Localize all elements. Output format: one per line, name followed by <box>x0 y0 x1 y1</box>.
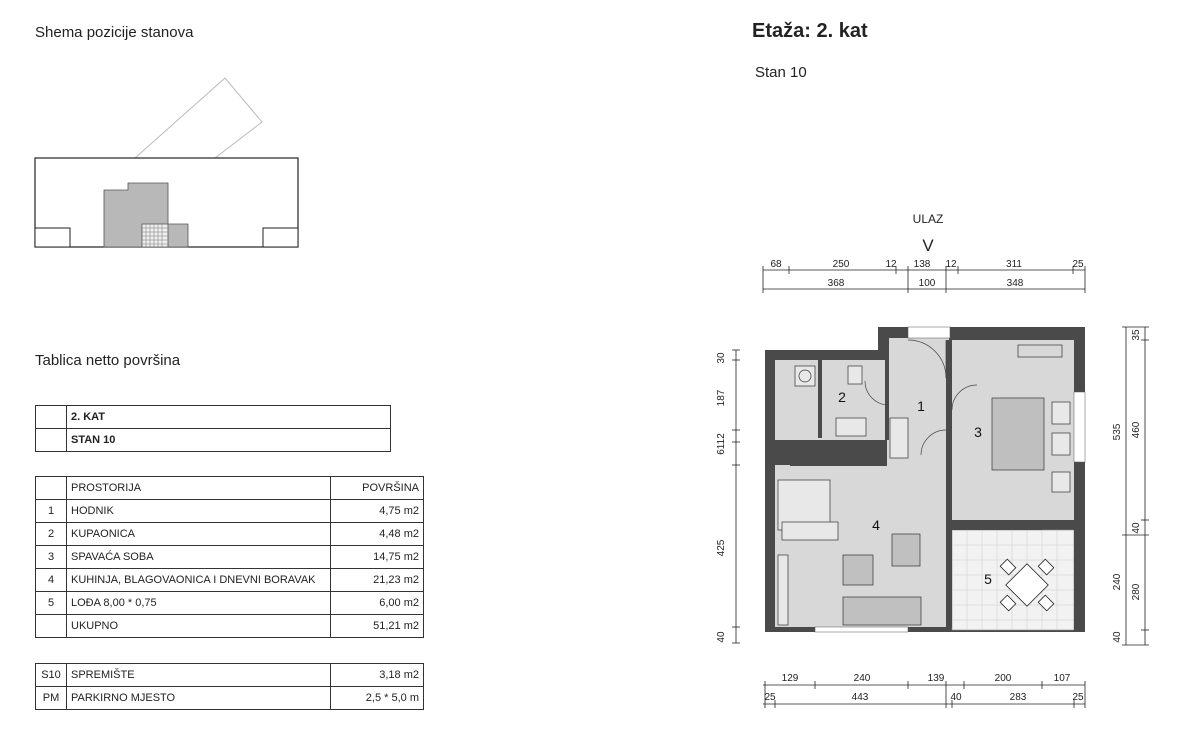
row-area: 4,48 m2 <box>331 523 424 546</box>
total-label: UKUPNO <box>67 615 331 638</box>
dim-left: 6112 <box>716 433 727 455</box>
row-area: 14,75 m2 <box>331 546 424 569</box>
dim-right: 40 <box>1131 522 1142 534</box>
dim-bottom: 40 <box>950 692 962 703</box>
dim-left: 40 <box>716 631 727 643</box>
bedroom-bottom-wall <box>952 520 1042 530</box>
loggia-furniture <box>1000 559 1054 611</box>
row-num: 1 <box>36 500 67 523</box>
row-name: SPREMIŠTE <box>67 664 331 687</box>
dim-right: 40 <box>1112 631 1123 643</box>
dim-top: 348 <box>1006 278 1024 289</box>
row-num: 2 <box>36 523 67 546</box>
floor-title: Etaža: 2. kat <box>752 20 868 42</box>
entrance-label: ULAZ <box>912 212 944 226</box>
table-row <box>36 664 424 687</box>
col-area-header: POVRŠINA <box>331 477 424 500</box>
room-bathroom <box>775 360 890 440</box>
total-area: 51,21 m2 <box>331 615 424 638</box>
extras-table <box>35 663 424 710</box>
left-dimension-lines <box>732 350 740 643</box>
dim-left: 425 <box>716 539 727 557</box>
schema-heading: Shema pozicije stanova <box>35 24 194 41</box>
schema-corner-left <box>35 228 70 247</box>
dim-left: 187 <box>716 389 727 407</box>
dim-top: 138 <box>913 259 931 270</box>
row-area: 2,5 * 5,0 m <box>331 687 424 710</box>
dim-bottom: 107 <box>1053 673 1071 684</box>
dim-top: 25 <box>1072 259 1084 270</box>
dim-top: 368 <box>827 278 845 289</box>
dim-bottom: 443 <box>851 692 869 703</box>
row-num: 3 <box>36 546 67 569</box>
total-row <box>36 615 424 638</box>
dim-top: 250 <box>832 259 850 270</box>
dim-right: 240 <box>1112 573 1123 591</box>
dim-bottom: 139 <box>927 673 945 684</box>
dim-left: 30 <box>716 352 727 364</box>
row-name: KUPAONICA <box>67 523 331 546</box>
table-heading: Tablica netto površina <box>35 352 181 369</box>
row-name: PARKIRNO MJESTO <box>67 687 331 710</box>
dim-bottom: 240 <box>853 673 871 684</box>
schema-corner-right <box>263 228 298 247</box>
table-row <box>36 523 424 546</box>
row-num: PM <box>36 687 67 710</box>
schema-tower <box>135 78 262 158</box>
dim-right: 460 <box>1131 421 1142 439</box>
table-row <box>36 687 424 710</box>
row-name: KUHINJA, BLAGOVAONICA I DNEVNI BORAVAK <box>67 569 331 592</box>
room-number: 5 <box>984 571 992 587</box>
window-living <box>815 627 908 632</box>
dim-bottom: 283 <box>1009 692 1027 703</box>
entrance-door <box>908 327 950 338</box>
table-row <box>36 546 424 569</box>
rooms-table <box>35 476 424 638</box>
row-area: 21,23 m2 <box>331 569 424 592</box>
room-number: 2 <box>838 389 846 405</box>
dim-bottom: 129 <box>781 673 799 684</box>
unit-header-table <box>35 405 391 452</box>
position-schema <box>30 70 310 255</box>
dim-top: 311 <box>1006 259 1022 270</box>
row-area: 3,18 m2 <box>331 664 424 687</box>
floor-plan <box>700 200 1180 720</box>
row-name: SPAVAĆA SOBA <box>67 546 331 569</box>
row-num: 5 <box>36 592 67 615</box>
dim-right: 35 <box>1131 329 1142 341</box>
row-name: LOĐA 8,00 * 0,75 <box>67 592 331 615</box>
row-name: HODNIK <box>67 500 331 523</box>
table-header-row <box>36 477 424 500</box>
dim-top: 100 <box>918 278 936 289</box>
loggia-wall <box>1074 520 1085 632</box>
row-area: 4,75 m2 <box>331 500 424 523</box>
kitchen-wall <box>790 442 887 466</box>
table-row <box>36 569 424 592</box>
floor-cell: 2. KAT <box>67 406 391 429</box>
dim-top: 68 <box>770 259 782 270</box>
row-num: 4 <box>36 569 67 592</box>
dim-bottom: 25 <box>1072 692 1084 703</box>
room-number: 3 <box>974 424 982 440</box>
unit-cell: STAN 10 <box>67 429 391 452</box>
room-number: 1 <box>917 398 925 414</box>
dim-bottom: 25 <box>764 692 776 703</box>
bottom-dimension-lines <box>763 681 1085 708</box>
dim-right-outer: 535 <box>1112 423 1123 441</box>
entrance-arrow-icon: V <box>922 236 934 255</box>
window-bedroom <box>1074 392 1085 462</box>
room-number: 4 <box>872 517 880 533</box>
dim-bottom: 200 <box>994 673 1012 684</box>
row-area: 6,00 m2 <box>331 592 424 615</box>
dim-top: 12 <box>945 259 957 270</box>
unit-title: Stan 10 <box>755 64 807 81</box>
row-num: S10 <box>36 664 67 687</box>
dim-right-outer: 280 <box>1131 583 1142 601</box>
col-room-header: PROSTORIJA <box>67 477 331 500</box>
table-row <box>36 500 424 523</box>
dim-top: 12 <box>885 259 897 270</box>
table-row <box>36 592 424 615</box>
